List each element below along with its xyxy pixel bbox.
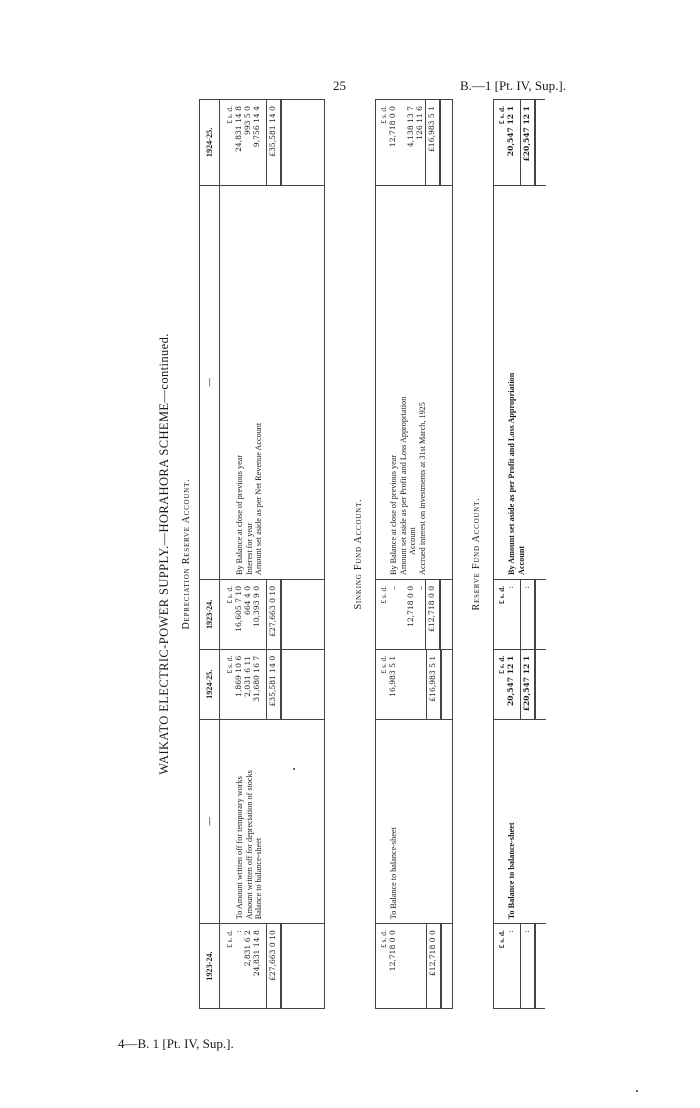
amount-cell: 31,680 16 7 bbox=[251, 655, 261, 702]
amount-cell: 20,547 12 1 bbox=[505, 655, 515, 706]
description-line: Amount set aside as per Net Revenue Account bbox=[254, 422, 264, 575]
depreciation-heading: Depreciation Reserve Account. bbox=[181, 478, 192, 630]
unit-label: £ s. d. bbox=[497, 585, 506, 605]
header-cell: 1924-25. bbox=[204, 127, 214, 158]
debit-curr-column bbox=[376, 649, 452, 719]
amount-cell: 4,138 13 7 bbox=[405, 106, 415, 148]
amount-cell: 20,547 12 1 bbox=[505, 106, 515, 157]
footer-reference: 4—B. 1 [Pt. IV, Sup.]. bbox=[118, 1036, 234, 1051]
amount-cell: 16,605 7 10 bbox=[233, 585, 243, 632]
table-header-row bbox=[200, 100, 220, 1008]
description-line: Amount set aside as per Profit and Loss Appropriation bbox=[398, 396, 408, 575]
unit-label: £ s. d. bbox=[225, 655, 234, 674]
amount-cell: 1,869 10 6 bbox=[233, 655, 243, 697]
total-cell: £20,547 12 1 bbox=[520, 100, 536, 185]
credit-description-column bbox=[494, 185, 546, 579]
unit-label: £ s. d. bbox=[379, 585, 388, 604]
amount-cell: 2,831 6 2 bbox=[242, 930, 252, 967]
debit-prev-column bbox=[494, 923, 546, 1008]
amount-cell: 12,718 0 0 bbox=[405, 585, 415, 628]
total-cell: £27,663 0 10 bbox=[266, 580, 282, 649]
unit-label: £ s. d. bbox=[379, 655, 388, 674]
unit-label: £ s. d. bbox=[497, 655, 506, 674]
total-cell: £35,581 14 0 bbox=[266, 100, 282, 185]
total-cell: £35,581 14 0 bbox=[266, 650, 282, 719]
sinking-table bbox=[375, 99, 453, 1009]
debit-description-column bbox=[220, 719, 324, 924]
amount-cell: 24,831 14 8 bbox=[251, 930, 261, 977]
description-line: By Amount set aside as per Profit and Loss Appropriation bbox=[507, 372, 516, 575]
debit-description-column bbox=[376, 719, 452, 924]
amount-cell: 2,031 6 11 bbox=[242, 655, 252, 697]
description-line: Amount written off for depreciation of stocks bbox=[244, 770, 254, 920]
header-cell: 1923-24. bbox=[200, 923, 219, 1008]
amount-cell: 126 11 6 bbox=[414, 106, 424, 140]
amount-cell: 664 4 0 bbox=[242, 585, 252, 615]
header-cell: 1923-24. bbox=[200, 579, 219, 649]
amount-cell: 12,718 0 0 bbox=[387, 930, 397, 972]
unit-label: £ s. d. bbox=[225, 930, 234, 948]
credit-curr-column bbox=[376, 100, 452, 185]
description-line: To Amount written off for temporary works bbox=[235, 776, 244, 920]
credit-description-column bbox=[376, 185, 452, 579]
table-body bbox=[494, 100, 546, 1008]
series-reference: B.—1 [Pt. IV, Sup.]. bbox=[460, 78, 566, 93]
table-body bbox=[220, 100, 324, 1008]
total-cell: £12,718 0 0 bbox=[425, 580, 441, 649]
document-title: WAIKATO ELECTRIC-POWER SUPPLY.—HORAHORA SCHEME—continued. bbox=[157, 333, 171, 775]
sinking-heading: Sinking Fund Account. bbox=[353, 498, 364, 610]
description-line: By Balance at close of previous year bbox=[235, 454, 244, 575]
amount-cell: 993 5 0 bbox=[242, 106, 252, 136]
amount-cell: 12,718 0 0 bbox=[387, 106, 397, 148]
credit-prev-column bbox=[376, 579, 452, 649]
credit-description-column bbox=[220, 185, 324, 579]
amount-cell: : bbox=[505, 585, 515, 589]
total-cell: £16,983 5 1 bbox=[426, 650, 442, 719]
debit-prev-column bbox=[220, 923, 324, 1008]
amount-cell: : bbox=[505, 930, 515, 933]
description-line: To Balance to balance-sheet bbox=[389, 827, 398, 920]
unit-label: £ s. d. bbox=[379, 930, 388, 948]
reserve-table bbox=[493, 99, 545, 1009]
description-line: Account bbox=[408, 527, 418, 555]
total-cell: £16,983 5 1 bbox=[425, 100, 441, 185]
header-cell: — bbox=[200, 719, 219, 924]
reserve-heading: Reserve Fund Account. bbox=[471, 497, 482, 611]
credit-curr-column bbox=[494, 100, 546, 185]
unit-label: £ s. d. bbox=[379, 106, 388, 124]
description-line: By Balance at close of previous year bbox=[389, 454, 398, 575]
credit-prev-column bbox=[220, 579, 324, 649]
total-cell: : bbox=[520, 580, 536, 649]
debit-curr-column bbox=[494, 649, 546, 719]
debit-prev-column bbox=[376, 923, 452, 1008]
amount-cell: 10,393 9 0 bbox=[251, 585, 261, 628]
description-line: Balance to balance-sheet bbox=[254, 837, 264, 920]
depreciation-table bbox=[199, 99, 325, 1009]
amount-cell: 9,756 14 4 bbox=[251, 106, 261, 148]
page-number: 25 bbox=[333, 78, 346, 93]
amount-cell: 24,831 14 8 bbox=[233, 106, 243, 152]
unit-label: £ s. d. bbox=[225, 585, 234, 604]
unit-label: £ s. d. bbox=[225, 106, 234, 124]
description-line: To Balance to balance-sheet bbox=[507, 822, 516, 920]
amount-cell: : bbox=[233, 930, 243, 933]
total-cell: : bbox=[520, 924, 536, 1008]
stray-mark bbox=[636, 1090, 638, 1092]
amount-cell: .. bbox=[414, 585, 424, 591]
total-cell: £20,547 12 1 bbox=[520, 650, 536, 719]
description-line: Account bbox=[516, 545, 526, 575]
total-cell: £27,663 0 10 bbox=[266, 924, 282, 1008]
amount-cell: 16,983 5 1 bbox=[387, 655, 397, 697]
credit-prev-column bbox=[494, 579, 546, 649]
total-cell: £12,718 0 0 bbox=[426, 924, 442, 1008]
header-cell: 1924-25. bbox=[200, 649, 219, 719]
unit-label: £ s. d. bbox=[497, 106, 506, 125]
credit-curr-column bbox=[220, 100, 324, 185]
description-line: Interest for year bbox=[244, 522, 254, 575]
amount-cell: .. bbox=[387, 585, 397, 591]
unit-label: £ s. d. bbox=[497, 930, 506, 949]
rotated-content bbox=[153, 4, 547, 1104]
header-cell: — bbox=[200, 185, 219, 579]
debit-curr-column bbox=[220, 649, 324, 719]
description-line: Accrued interest on investments at 31st March, 1925 bbox=[418, 402, 428, 575]
debit-description-column bbox=[494, 719, 546, 924]
table-body bbox=[376, 100, 452, 1008]
